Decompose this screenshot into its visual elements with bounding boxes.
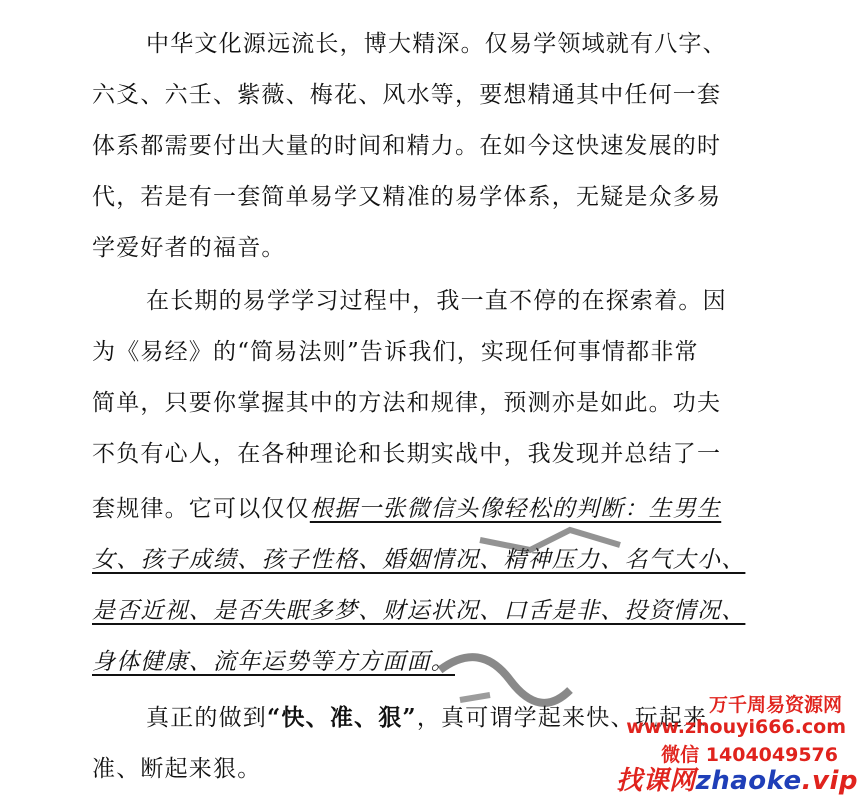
- p2-emphasis-line-8: 身体健康、流年运势等方方面面。: [92, 649, 455, 675]
- watermark-wechat: 微信 1404049576: [661, 744, 838, 766]
- p2-emphasis-line-6: 女、孩子成绩、孩子性格、婚姻情况、精神压力、名气大小、: [92, 547, 746, 573]
- p1-line-1: 中华文化源远流长，博大精深。仅易学领域就有八字、: [146, 31, 727, 57]
- p2-emphasis-start: 根据一张微信头像轻松的判断：生男生: [309, 496, 722, 522]
- watermark-url: www.zhouyi666.com: [626, 716, 846, 738]
- p1-line-2: 六爻、六壬、紫薇、梅花、风水等，要想精通其中任何一套: [92, 82, 722, 108]
- p2-emphasis-line-7: 是否近视、是否失眠多梦、财运状况、口舌是非、投资情况、: [92, 598, 746, 624]
- p2-line-2: 为《易经》的“简易法则”告诉我们，实现任何事情都非常: [92, 339, 699, 365]
- p2-line-1: 在长期的易学学习过程中，我一直不停的在探索着。因: [146, 288, 727, 314]
- p1-line-4: 代，若是有一套简单易学又精准的易学体系，无疑是众多易: [92, 184, 722, 210]
- watermark-logo-cn: 找课网: [616, 766, 696, 796]
- watermark-site-name: 万千周易资源网: [708, 694, 842, 716]
- p3-text-a: 真正的做到: [146, 705, 267, 731]
- p3-text-b: ，真可谓学起来快、玩起来: [416, 705, 708, 731]
- p1-line-3: 体系都需要付出大量的时间和精力。在如今这快速发展的时: [92, 133, 722, 159]
- watermark-logo-domain: zhaoke: [695, 766, 802, 796]
- p2-line-4: 不负有心人，在各种理论和长期实战中，我发现并总结了一: [92, 441, 722, 467]
- site-watermark: [606, 690, 866, 796]
- p2-line-3: 简单，只要你掌握其中的方法和规律，预测亦是如此。功夫: [92, 390, 722, 416]
- p1-line-5: 学爱好者的福音。: [92, 235, 286, 261]
- watermark-logo-tld: .vip: [801, 766, 858, 796]
- watermark-logo: [616, 760, 858, 797]
- p3-bold-phrase: “快、准、狠”: [267, 704, 417, 731]
- p3-line-2: 准、断起来狠。: [92, 756, 262, 782]
- p2-line-5-plain: 套规律。它可以仅仅: [92, 496, 310, 522]
